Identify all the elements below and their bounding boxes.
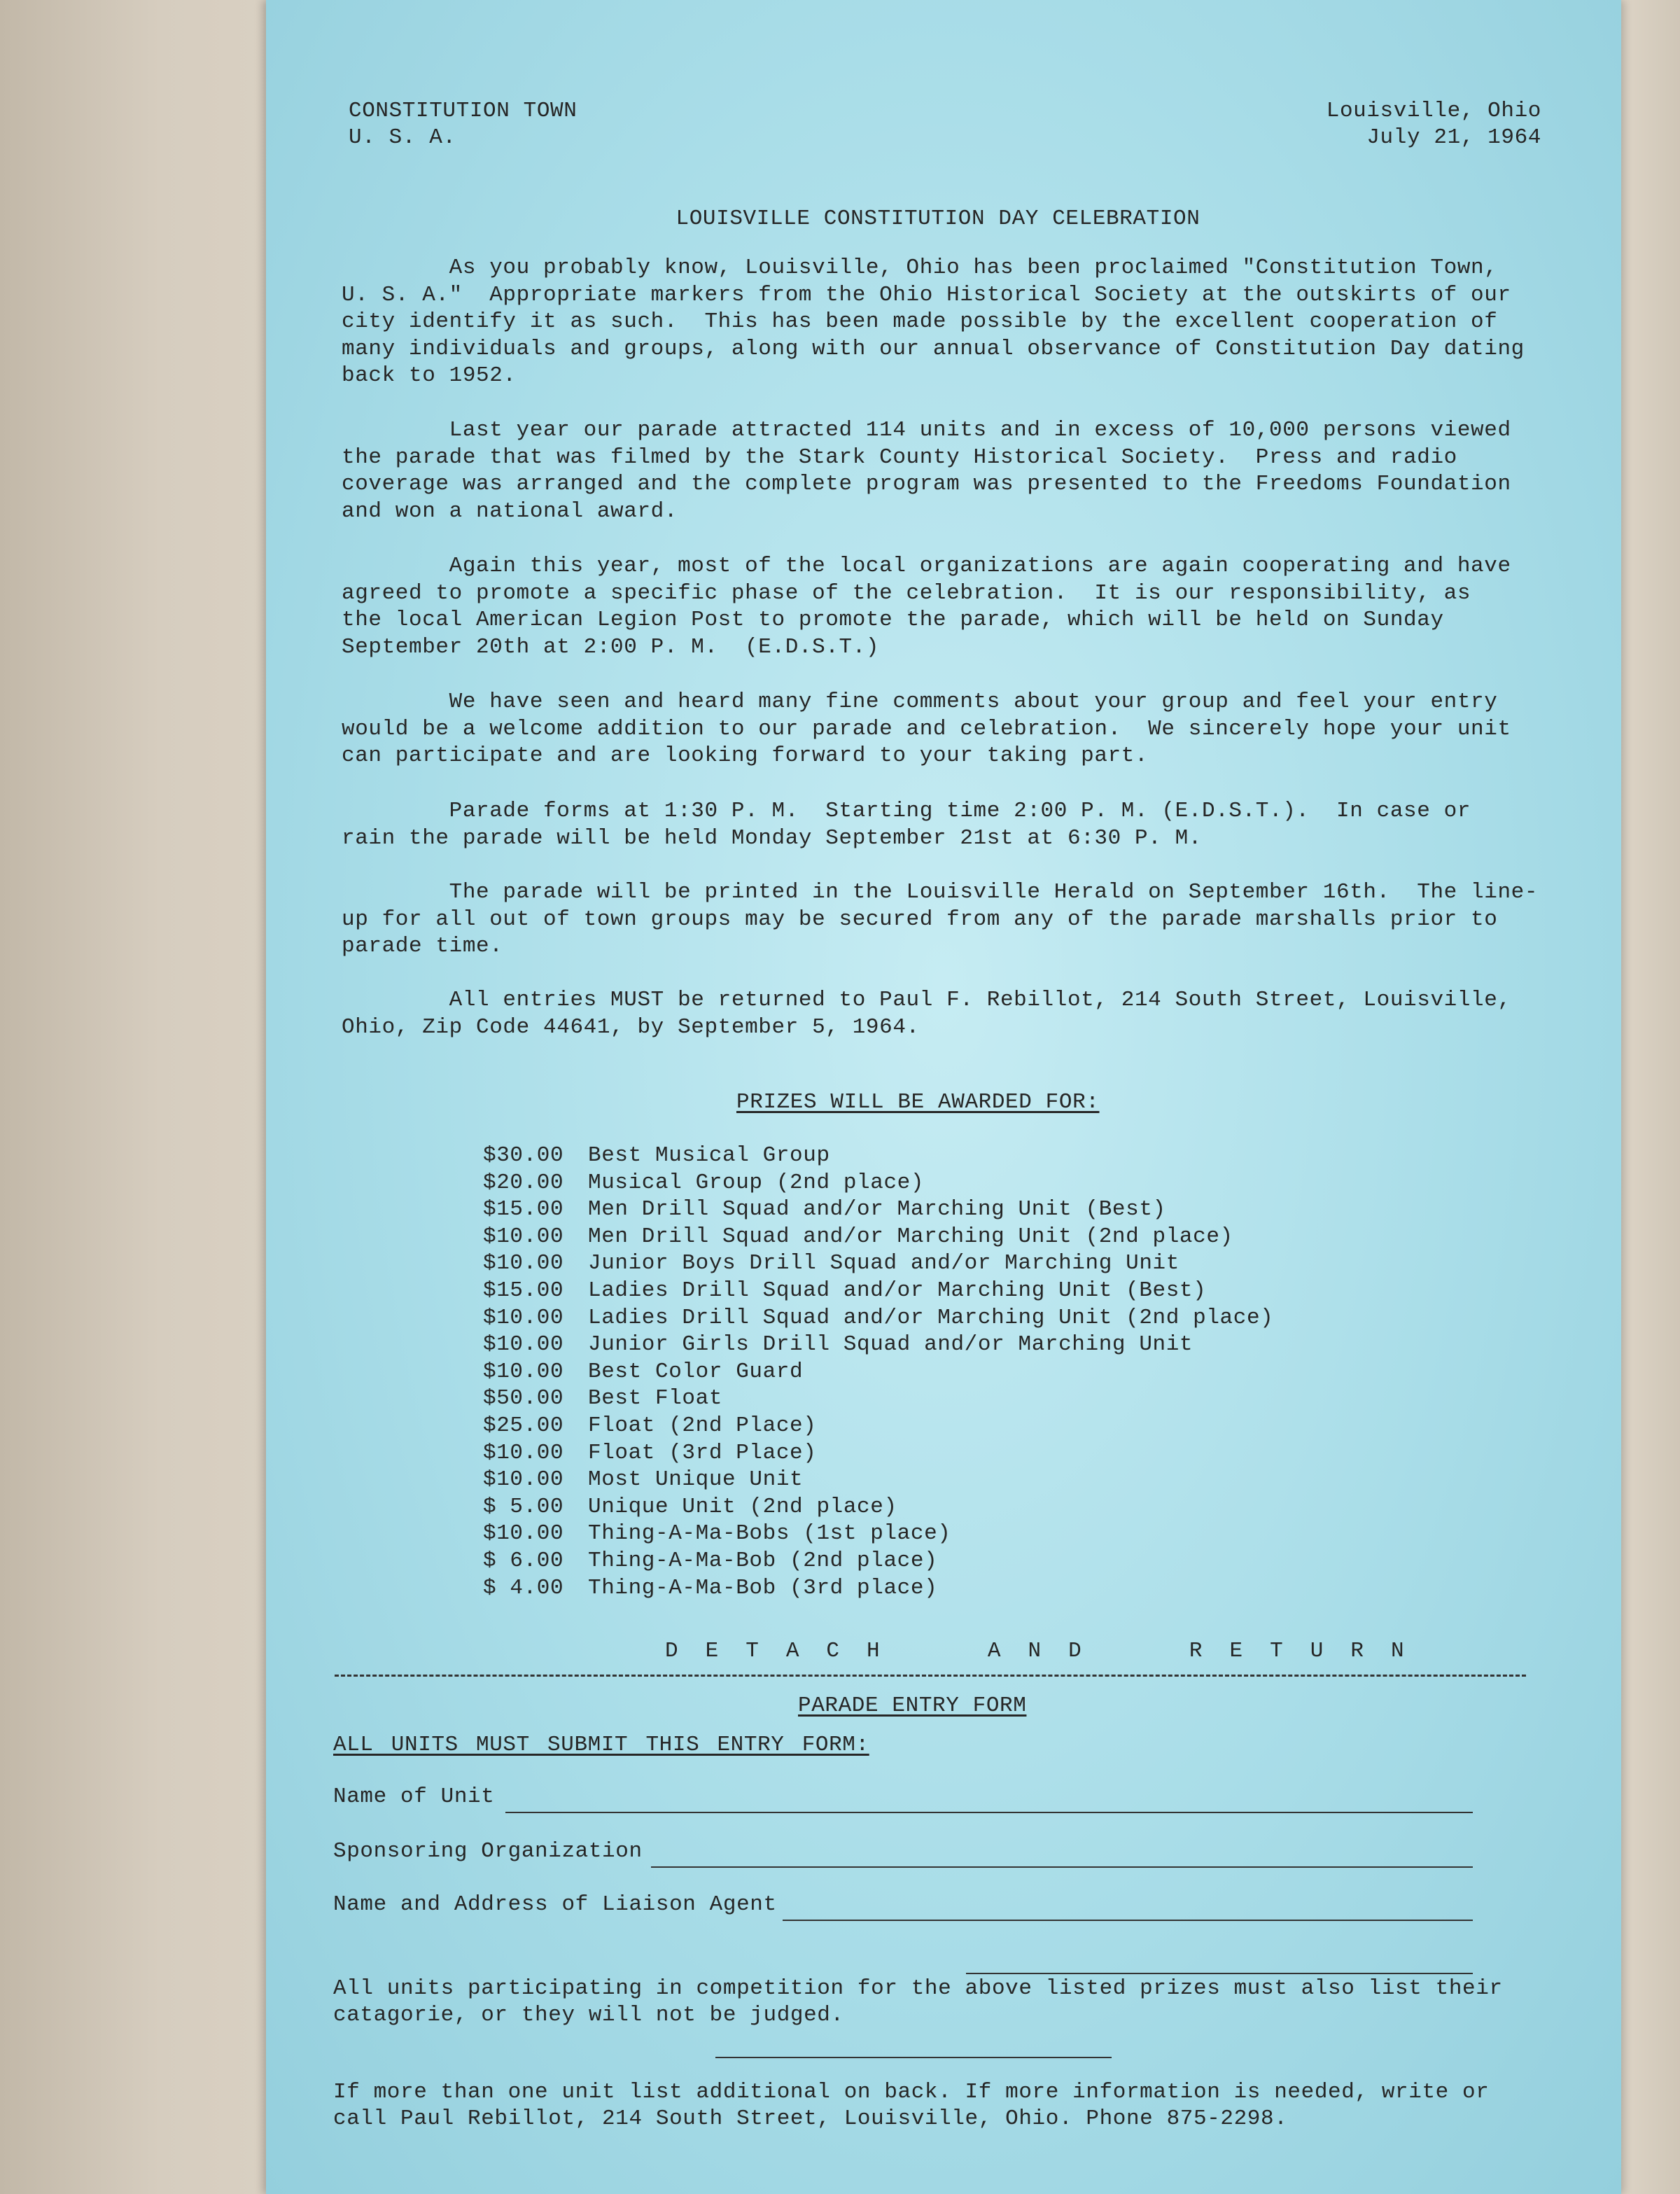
- prize-label: Ladies Drill Squad and/or Marching Unit (Best): [588, 1278, 1207, 1303]
- prize-amount: $15.00: [483, 1278, 564, 1303]
- backdrop-right: [1621, 0, 1680, 2194]
- header-left-line1: CONSTITUTION TOWN: [349, 99, 578, 123]
- paragraph-3-line-4: September 20th at 2:00 P. M. (E.D.S.T.): [342, 634, 880, 659]
- paragraph-2-line-3: coverage was arranged and the complete program was presented to the Freedoms Foundation: [342, 472, 1511, 497]
- prize-amount: $25.00: [483, 1413, 564, 1438]
- paragraph-5-line-1: Parade forms at 1:30 P. M. Starting time 2:00 P. M. (E.D.S.T.). In case or: [342, 799, 1471, 823]
- category-note-line2: catagorie, or they will not be judged.: [333, 2003, 844, 2027]
- entry-form-instruction: ALL UNITS MUST SUBMIT THIS ENTRY FORM:: [333, 1733, 869, 1757]
- prize-label: Ladies Drill Squad and/or Marching Unit (2nd place): [588, 1305, 1274, 1330]
- footer-line1: If more than one unit list additional on back. If more information is needed, write or: [333, 2080, 1490, 2104]
- prize-amount: $ 4.00: [483, 1575, 564, 1600]
- prize-amount: $10.00: [483, 1359, 564, 1384]
- field-label-sponsor: Sponsoring Organization: [333, 1839, 643, 1864]
- prize-amount: $ 6.00: [483, 1549, 564, 1573]
- header-right-line1: Louisville, Ohio: [1326, 99, 1541, 123]
- prize-label: Men Drill Squad and/or Marching Unit (Best): [588, 1197, 1166, 1222]
- paragraph-3-line-1: Again this year, most of the local organizations are again cooperating and have: [342, 554, 1511, 578]
- prize-label: Thing-A-Ma-Bob (3rd place): [588, 1575, 938, 1600]
- prize-label: Best Color Guard: [588, 1359, 804, 1384]
- paragraph-3-line-2: agreed to promote a specific phase of the celebration. It is our responsibility, as: [342, 580, 1471, 606]
- prize-amount: $10.00: [483, 1332, 564, 1357]
- paragraph-2-line-1: Last year our parade attracted 114 units and in excess of 10,000 persons viewed: [342, 418, 1511, 442]
- paragraph-1-line-3: city identify it as such. This has been made possible by the excellent cooperation of: [342, 309, 1498, 335]
- paragraph-5-line-2: rain the parade will be held Monday September 21st at 6:30 P. M.: [342, 825, 1202, 851]
- category-line[interactable]: [715, 2057, 1112, 2058]
- prize-amount: $10.00: [483, 1440, 564, 1465]
- paragraph-4-line-2: would be a welcome addition to our parade and celebration. We sincerely hope your unit: [342, 716, 1511, 741]
- prize-amount: $20.00: [483, 1170, 564, 1195]
- prize-amount: $50.00: [483, 1386, 564, 1411]
- prizes-heading: PRIZES WILL BE AWARDED FOR:: [736, 1090, 1100, 1115]
- prize-amount: $10.00: [483, 1251, 564, 1276]
- sponsor-line[interactable]: [651, 1866, 1473, 1868]
- footer-line2: call Paul Rebillot, 214 South Street, Louisville, Ohio. Phone 875-2298.: [333, 2106, 1288, 2131]
- page-title: LOUISVILLE CONSTITUTION DAY CELEBRATION: [676, 207, 1200, 231]
- liaison-line-2[interactable]: [966, 1973, 1473, 1974]
- paragraph-2-line-4: and won a national award.: [342, 498, 678, 524]
- prize-amount: $ 5.00: [483, 1494, 564, 1519]
- paragraph-4-line-3: can participate and are looking forward to your taking part.: [342, 743, 1149, 769]
- header-right-line2: July 21, 1964: [1366, 125, 1541, 150]
- entry-form-title: PARADE ENTRY FORM: [798, 1693, 1027, 1718]
- prize-label: Musical Group (2nd place): [588, 1170, 925, 1195]
- prize-amount: $10.00: [483, 1521, 564, 1546]
- prize-label: Unique Unit (2nd place): [588, 1494, 897, 1519]
- prize-amount: $10.00: [483, 1224, 564, 1249]
- prize-amount: $10.00: [483, 1305, 564, 1330]
- field-label-unit: Name of Unit: [333, 1784, 495, 1809]
- prize-label: Thing-A-Ma-Bob (2nd place): [588, 1549, 938, 1573]
- detach-line: [335, 1675, 1526, 1677]
- prize-label: Junior Girls Drill Squad and/or Marching Unit: [588, 1332, 1194, 1357]
- unit-name-line[interactable]: [505, 1812, 1473, 1813]
- prize-label: Men Drill Squad and/or Marching Unit (2nd place): [588, 1224, 1233, 1249]
- paragraph-6-line-3: parade time.: [342, 934, 503, 959]
- prize-amount: $15.00: [483, 1197, 564, 1222]
- paragraph-1-line-5: back to 1952.: [342, 363, 517, 389]
- prize-label: Float (3rd Place): [588, 1440, 817, 1465]
- prize-label: Float (2nd Place): [588, 1413, 817, 1438]
- backdrop-left: [0, 0, 266, 2194]
- detach-return-label: D E T A C H A N D R E T U R N: [665, 1639, 1405, 1663]
- paragraph-6-line-1: The parade will be printed in the Louisville Herald on September 16th. The line-: [342, 880, 1539, 904]
- prize-label: Junior Boys Drill Squad and/or Marching Unit: [588, 1251, 1180, 1276]
- paragraph-3-line-3: the local American Legion Post to promote the parade, which will be held on Sunday: [342, 608, 1444, 633]
- prize-label: Best Musical Group: [588, 1143, 830, 1168]
- paragraph-2-line-2: the parade that was filmed by the Stark County Historical Society. Press and radio: [342, 445, 1457, 470]
- liaison-line-1[interactable]: [783, 1920, 1473, 1921]
- paragraph-7-line-2: Ohio, Zip Code 44641, by September 5, 1964.: [342, 1014, 920, 1040]
- category-note-line1: All units participating in competition for the above listed prizes must also list their: [333, 1976, 1503, 2001]
- prize-label: Best Float: [588, 1386, 723, 1411]
- prize-label: Thing-A-Ma-Bobs (1st place): [588, 1521, 951, 1546]
- prize-amount: $30.00: [483, 1143, 564, 1168]
- paragraph-6-line-2: up for all out of town groups may be secured from any of the parade marshalls prior to: [342, 907, 1498, 932]
- paragraph-1-line-1: As you probably know, Louisville, Ohio has been proclaimed "Constitution Town,: [342, 256, 1498, 280]
- paragraph-7-line-1: All entries MUST be returned to Paul F. Rebillot, 214 South Street, Louisville,: [342, 988, 1511, 1012]
- prize-amount: $10.00: [483, 1467, 564, 1493]
- header-left-line2: U. S. A.: [349, 125, 456, 150]
- paragraph-4-line-1: We have seen and heard many fine comments about your group and feel your entry: [342, 690, 1498, 714]
- paragraph-1-line-2: U. S. A." Appropriate markers from the Ohio Historical Society at the outskirts of our: [342, 282, 1511, 307]
- paragraph-1-line-4: many individuals and groups, along with our annual observance of Constitution Day dating: [342, 336, 1525, 361]
- field-label-liaison: Name and Address of Liaison Agent: [333, 1892, 777, 1917]
- prize-label: Most Unique Unit: [588, 1467, 804, 1493]
